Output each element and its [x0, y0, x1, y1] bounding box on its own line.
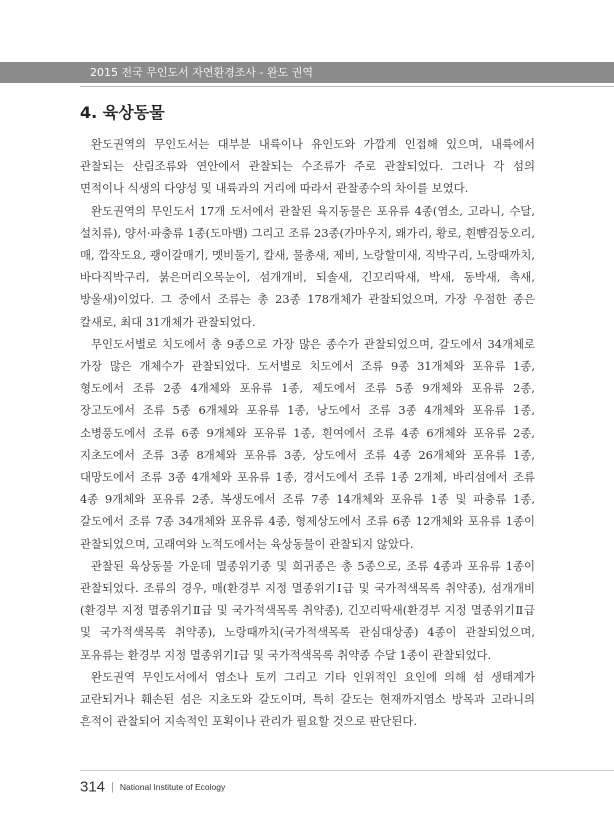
footer-divider	[80, 770, 614, 771]
page-footer	[80, 778, 225, 796]
header-divider	[80, 86, 614, 87]
page-top-margin	[0, 0, 614, 62]
paragraph-disturbance: 완도권역 무인도서에서 염소나 토끼 그리고 기타 인위적인 요인에 의해 섬 생태계가 교란되거나 훼손된 섬은 지초도와 갈도이며, 특히 갈도는 현재까지염소 방목과 고라니의 흔적이 관찰되어 지속적인 포획이나 관리가 필요할 것으로 판단된다.	[80, 669, 535, 729]
page-number: 314	[80, 778, 106, 796]
footer-separator: |	[111, 780, 114, 793]
paragraph-per-island: 무인도서별로 치도에서 총 9종으로 가장 많은 종수가 관찰되었으며, 갈도에서 34개체로 가장 많은 개체수가 관찰되었다. 도서별로 치도에서 조류 9종 31개체와 포유류 1종, 형도에서 조류 2종 4개체와 포유류 1종, 제도에서 조류 5종 9개체와 포유류 2종, 장고도에서 조류 5종 6개체와 포유류 1종, 낭도에서 조류 3종 4개체와 포유류 1종, 소병풍도에서 조류 6종 9개체와 포유류 1종, 흰여에서 조류 4종 6개체와 포유류 2종, 지초도에서 조류 3종 8개체와 포유류 3종, 상도에서 조류 4종 26개체와 포유류 1종, 대망도에서 조류 3종 4개체와 포유류 1종, 경서도에서 조류 1종 2개체, 바리섬에서 조류 4종 9개체와 포유류 2종, 복생도에서 조류 7종 14개체와 포유류 1종 및 파충류 1종, 갈도에서 조류 7종 34개체와 포유류 4종, 형제상도에서 조류 6종 12개체와 포유류 1종이 관찰되었으며, 고래여와 노적도에서는 육상동물이 관찰되지 않았다.	[80, 336, 535, 551]
running-header	[0, 62, 614, 83]
paragraph-overview: 완도권역의 무인도서는 대부분 내륙이나 유인도와 가깝게 인접해 있으며, 내륙에서 관찰되는 산림조류와 연안에서 관찰되는 수조류가 주로 관찰되었다. 그러나 각 섬의 면적이나 식생의 다양성 및 내륙과의 거리에 따라서 관찰종수의 차이를 보였다.	[80, 137, 535, 196]
body-text	[80, 133, 535, 732]
paragraph-endangered: 관찰된 육상동물 가운데 멸종위기종 및 희귀종은 총 5종으로, 조류 4종과 포유류 1종이 관찰되었다. 조류의 경우, 매(환경부 지정 멸종위기Ⅰ급 및 국가적색목록 취약종), 섬개개비(환경부 지정 멸종위기Ⅱ급 및 국가적색목록 취약종), 긴꼬리딱새(환경부 지정 멸종위기Ⅱ급 및 국가적색목록 취약종), 노랑때까치(국가적색목록 관심대상종) 4종이 관찰되었으며, 포유류는 환경부 지정 멸종위기Ⅰ급 및 국가적색목록 취약종 수달 1종이 관찰되었다.	[80, 558, 535, 662]
footer-organization: National Institute of Ecology	[119, 781, 226, 792]
paragraph-species-list: 완도권역의 무인도서 17개 도서에서 관찰된 육지동물은 포유류 4종(염소, 고라니, 수달, 설치류), 양서·파충류 1종(도마뱀) 그리고 조류 23종(가마우지, 왜가리, 황로, 흰뺨검둥오리, 매, 깝작도요, 괭이갈매기, 멧비둘기, 칼새, 물총새, 제비, 노랑할미새, 직박구리, 노랑때까치, 바다직박구리, 붉은머리오목눈이, 섬개개비, 되솔새, 긴꼬리딱새, 박새, 동박새, 촉새, 방울새)이었다. 그 중에서 조류는 총 23종 178개체가 관찰되었으며, 가장 우점한 종은 칼새로, 최대 31개체가 관찰되었다.	[80, 203, 535, 329]
running-header-title: 2015 전국 무인도서 자연환경조사 - 완도 권역	[90, 66, 313, 79]
section-title: 4. 육상동물	[80, 103, 165, 122]
